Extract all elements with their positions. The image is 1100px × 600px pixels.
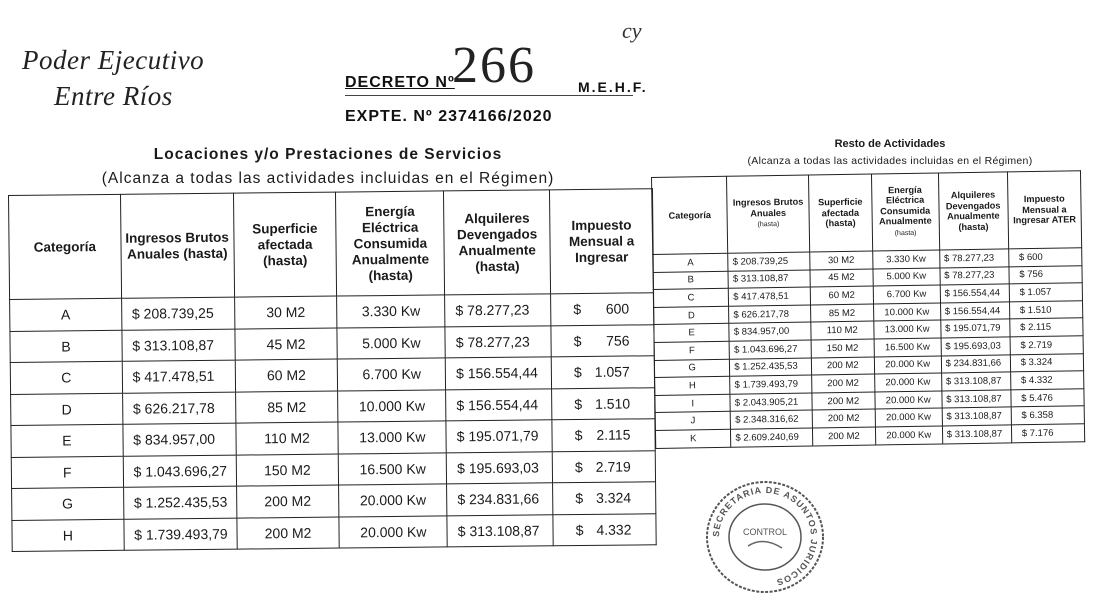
cell-energia: 20.000 Kw — [339, 515, 447, 548]
currency-symbol: $ — [573, 301, 582, 318]
cell-ingresos: $ 417.478,51 — [729, 287, 811, 306]
cell-impuesto: $ 2.115 — [1009, 318, 1083, 337]
cell-alquileres: $ 156.554,44 — [940, 284, 1009, 303]
cell-ingresos: $ 208.739,25 — [728, 252, 810, 271]
cell-superficie: 200 M2 — [812, 427, 875, 446]
cell-categoria: J — [655, 412, 731, 431]
cell-categoria: H — [12, 519, 124, 552]
cell-alquileres: $ 313.108,87 — [942, 390, 1011, 409]
impuesto-value: 1.057 — [594, 363, 630, 381]
cell-categoria: B — [653, 271, 729, 290]
cell-categoria: G — [654, 359, 730, 378]
cell-energia: 13.000 Kw — [873, 320, 940, 339]
table-row — [12, 513, 656, 551]
cell-superficie: 30 M2 — [234, 296, 337, 329]
cell-alquileres: $ 78.277,23 — [445, 294, 551, 327]
cell-impuesto — [551, 356, 654, 389]
cell-energia: 20.000 Kw — [874, 356, 941, 375]
cell-alquileres: $ 195.071,79 — [940, 319, 1009, 338]
cell-superficie: 60 M2 — [235, 359, 338, 392]
left-table-title: Locaciones y/o Prestaciones de Servicios — [153, 146, 503, 163]
cell-alquileres: $ 234.831,66 — [447, 483, 553, 516]
left-table-subtitle: (Alcanza a todas las actividades incluidas en el Régimen) — [101, 170, 555, 187]
cell-ingresos: $ 2.609.240,69 — [731, 428, 813, 447]
cell-alquileres: $ 195.693,03 — [446, 451, 552, 484]
cell-ingresos: $ 313.108,87 — [122, 329, 235, 362]
currency-symbol: $ — [575, 490, 584, 507]
header-energia — [871, 173, 939, 251]
cell-ingresos: $ 626.217,78 — [729, 305, 811, 324]
cell-alquileres: $ 156.554,44 — [446, 388, 552, 421]
cell-energia: 20.000 Kw — [875, 408, 942, 427]
cell-impuesto — [551, 324, 654, 357]
cell-superficie: 200 M2 — [236, 485, 339, 518]
cell-alquileres: $ 313.108,87 — [447, 514, 553, 547]
seal-center-text: CONTROL — [742, 527, 788, 537]
right-table-subtitle: (Alcanza a todas las actividades incluidas en el Régimen) — [747, 155, 1033, 167]
cell-alquileres: $ 195.693,03 — [941, 337, 1010, 356]
cell-ingresos: $ 834.957,00 — [729, 322, 811, 341]
cell-alquileres: $ 78.277,23 — [445, 325, 551, 358]
cell-categoria: A — [10, 298, 122, 331]
cell-categoria: B — [10, 330, 122, 363]
decreto-number: 266 — [452, 37, 536, 94]
cell-energia: 3.330 Kw — [337, 295, 445, 328]
cell-impuesto: $ 1.057 — [1009, 283, 1083, 302]
cell-ingresos: $ 1.252.435,53 — [730, 358, 812, 377]
cell-ingresos: $ 1.043.696,27 — [123, 455, 236, 488]
cell-superficie: 85 M2 — [235, 391, 338, 424]
header-ingresos — [727, 175, 810, 253]
header-ingresos-text: Ingresos Brutos Anuales — [732, 196, 804, 219]
cell-alquileres: $ 78.277,23 — [939, 249, 1008, 268]
header-ingresos-hasta: (hasta) — [757, 221, 780, 229]
decreto-label: DECRETO Nº — [345, 74, 455, 91]
header-alquileres: Alquileres Devengados Anualmente (hasta) — [444, 190, 551, 295]
official-seal-stamp — [700, 478, 830, 596]
cell-impuesto — [553, 482, 656, 515]
cell-alquileres: $ 313.108,87 — [941, 372, 1010, 391]
cell-impuesto: $ 600 — [1008, 248, 1082, 267]
cell-energia: 10.000 Kw — [873, 303, 940, 322]
impuesto-value: 756 — [606, 332, 630, 349]
logo-line-2: Entre Ríos — [54, 81, 173, 111]
cell-energia: 20.000 Kw — [339, 484, 447, 517]
cell-alquileres: $ 78.277,23 — [940, 266, 1009, 285]
header-impuesto: Impuesto Mensual a Ingresar — [550, 189, 654, 294]
cell-energia: 20.000 Kw — [875, 426, 942, 445]
poder-ejecutivo-logo — [22, 42, 252, 114]
impuesto-value: 2.719 — [595, 458, 631, 475]
cell-superficie: 200 M2 — [812, 409, 875, 428]
header-impuesto: Impuesto Mensual a Ingresar ATER — [1007, 171, 1081, 249]
cell-superficie: 200 M2 — [812, 374, 875, 393]
header-energia: Energía Eléctrica Consumida Anualmente (hasta) — [336, 191, 445, 296]
handwritten-corner-mark: cy — [622, 18, 642, 43]
cell-impuesto: $ 1.510 — [1009, 301, 1083, 320]
cell-impuesto: $ 4.332 — [1010, 371, 1084, 390]
header-ingresos: Ingresos Brutos Anuales (hasta) — [120, 193, 234, 298]
currency-symbol: $ — [574, 395, 583, 412]
currency-symbol: $ — [574, 458, 583, 475]
cell-energia: 16.500 Kw — [874, 338, 941, 357]
resto-actividades-table — [651, 170, 1085, 448]
cell-alquileres: $ 156.554,44 — [940, 302, 1009, 321]
cell-impuesto: $ 756 — [1009, 265, 1083, 284]
cell-superficie: 60 M2 — [810, 286, 873, 305]
ministry-code: M.E.H.F. — [578, 79, 648, 95]
cell-ingresos: $ 1.739.493,79 — [124, 518, 237, 551]
cell-categoria: D — [654, 306, 730, 325]
cell-superficie: 200 M2 — [237, 517, 340, 550]
cell-superficie: 45 M2 — [235, 328, 338, 361]
impuesto-value: 1.510 — [594, 395, 631, 412]
cell-superficie: 200 M2 — [811, 357, 874, 376]
cell-categoria: E — [654, 324, 730, 343]
cell-energia: 5.000 Kw — [337, 326, 445, 359]
cell-superficie: 150 M2 — [811, 339, 874, 358]
cell-ingresos: $ 1.739.493,79 — [730, 375, 812, 394]
cell-impuesto: $ 6.358 — [1011, 406, 1085, 425]
cell-energia: 20.000 Kw — [874, 373, 941, 392]
cell-alquileres: $ 313.108,87 — [942, 425, 1011, 444]
cell-energia: 5.000 Kw — [873, 268, 940, 287]
cell-alquileres: $ 156.554,44 — [445, 357, 551, 390]
cell-energia: 10.000 Kw — [338, 389, 446, 422]
impuesto-value: 4.332 — [596, 521, 632, 538]
currency-symbol: $ — [574, 427, 583, 444]
cell-energia: 3.330 Kw — [872, 250, 939, 269]
cell-ingresos: $ 834.957,00 — [123, 423, 236, 456]
cell-superficie: 110 M2 — [236, 422, 339, 455]
cell-categoria: A — [653, 253, 729, 272]
cell-energia: 16.500 Kw — [339, 452, 447, 485]
cell-superficie: 110 M2 — [811, 321, 874, 340]
cell-categoria: F — [654, 341, 730, 360]
cell-ingresos: $ 313.108,87 — [728, 270, 810, 289]
header-energia-text: Energía Eléctrica Consumida Anualmente — [879, 184, 932, 227]
cell-impuesto: $ 3.324 — [1010, 353, 1084, 372]
currency-symbol: $ — [573, 364, 582, 381]
right-table-header-row — [652, 171, 1082, 255]
seal-ring-text: SECRETARIA DE ASUNTOS JURIDICOS — [710, 484, 820, 588]
cell-ingresos: $ 2.043.905,21 — [730, 393, 812, 412]
cell-ingresos: $ 626.217,78 — [122, 392, 235, 425]
cell-impuesto — [551, 293, 654, 326]
cell-categoria: D — [11, 393, 123, 426]
impuesto-value: 600 — [605, 300, 630, 317]
currency-symbol: $ — [575, 521, 584, 538]
cell-alquileres: $ 195.071,79 — [446, 420, 552, 453]
cell-categoria: I — [655, 394, 731, 413]
header-superficie: Superficie afectada (hasta) — [808, 174, 872, 252]
cell-categoria: C — [653, 288, 729, 307]
left-table-header-row — [9, 189, 654, 300]
cell-categoria: G — [12, 487, 124, 520]
cell-energia: 20.000 Kw — [875, 391, 942, 410]
currency-symbol: $ — [573, 332, 582, 349]
header-underline — [345, 95, 633, 96]
cell-superficie: 150 M2 — [236, 454, 339, 487]
impuesto-value: 2.115 — [596, 426, 631, 444]
header-categoria: Categoría — [9, 194, 122, 299]
cell-categoria: E — [11, 424, 123, 457]
cell-ingresos: $ 417.478,51 — [122, 360, 235, 393]
cell-categoria: H — [655, 376, 731, 395]
cell-categoria: C — [10, 361, 122, 394]
cell-impuesto — [552, 450, 655, 483]
cell-categoria: F — [11, 456, 123, 489]
cell-impuesto — [552, 419, 655, 452]
cell-ingresos: $ 2.348.316,62 — [731, 410, 813, 429]
cell-ingresos: $ 1.252.435,53 — [123, 486, 236, 519]
cell-superficie: 200 M2 — [812, 392, 875, 411]
cell-impuesto — [553, 513, 656, 546]
header-energia-hasta: (hasta) — [894, 229, 917, 237]
header-categoria: Categoría — [652, 176, 729, 254]
cell-impuesto: $ 7.176 — [1011, 424, 1085, 443]
cell-impuesto: $ 5.476 — [1011, 388, 1085, 407]
locaciones-table — [8, 188, 657, 552]
cell-categoria: K — [655, 429, 731, 448]
header-superficie: Superficie afectada (hasta) — [233, 192, 337, 297]
cell-energia: 6.700 Kw — [338, 358, 446, 391]
header-alquileres: Alquileres Devengados Anualmente (hasta) — [938, 172, 1008, 250]
cell-alquileres: $ 313.108,87 — [942, 407, 1011, 426]
cell-ingresos: $ 1.043.696,27 — [729, 340, 811, 359]
right-table-title: Resto de Actividades — [834, 138, 946, 150]
impuesto-value: 3.324 — [595, 489, 632, 507]
cell-superficie: 85 M2 — [810, 304, 873, 323]
cell-ingresos: $ 208.739,25 — [121, 297, 234, 330]
cell-superficie: 45 M2 — [810, 269, 873, 288]
cell-energia: 13.000 Kw — [338, 421, 446, 454]
expediente-number: EXPTE. Nº 2374166/2020 — [345, 108, 553, 125]
cell-superficie: 30 M2 — [810, 251, 873, 270]
cell-alquileres: $ 234.831,66 — [941, 354, 1010, 373]
cell-impuesto — [552, 387, 655, 420]
cell-energia: 6.700 Kw — [873, 285, 940, 304]
cell-impuesto: $ 2.719 — [1010, 336, 1084, 355]
logo-line-1: Poder Ejecutivo — [22, 45, 205, 75]
